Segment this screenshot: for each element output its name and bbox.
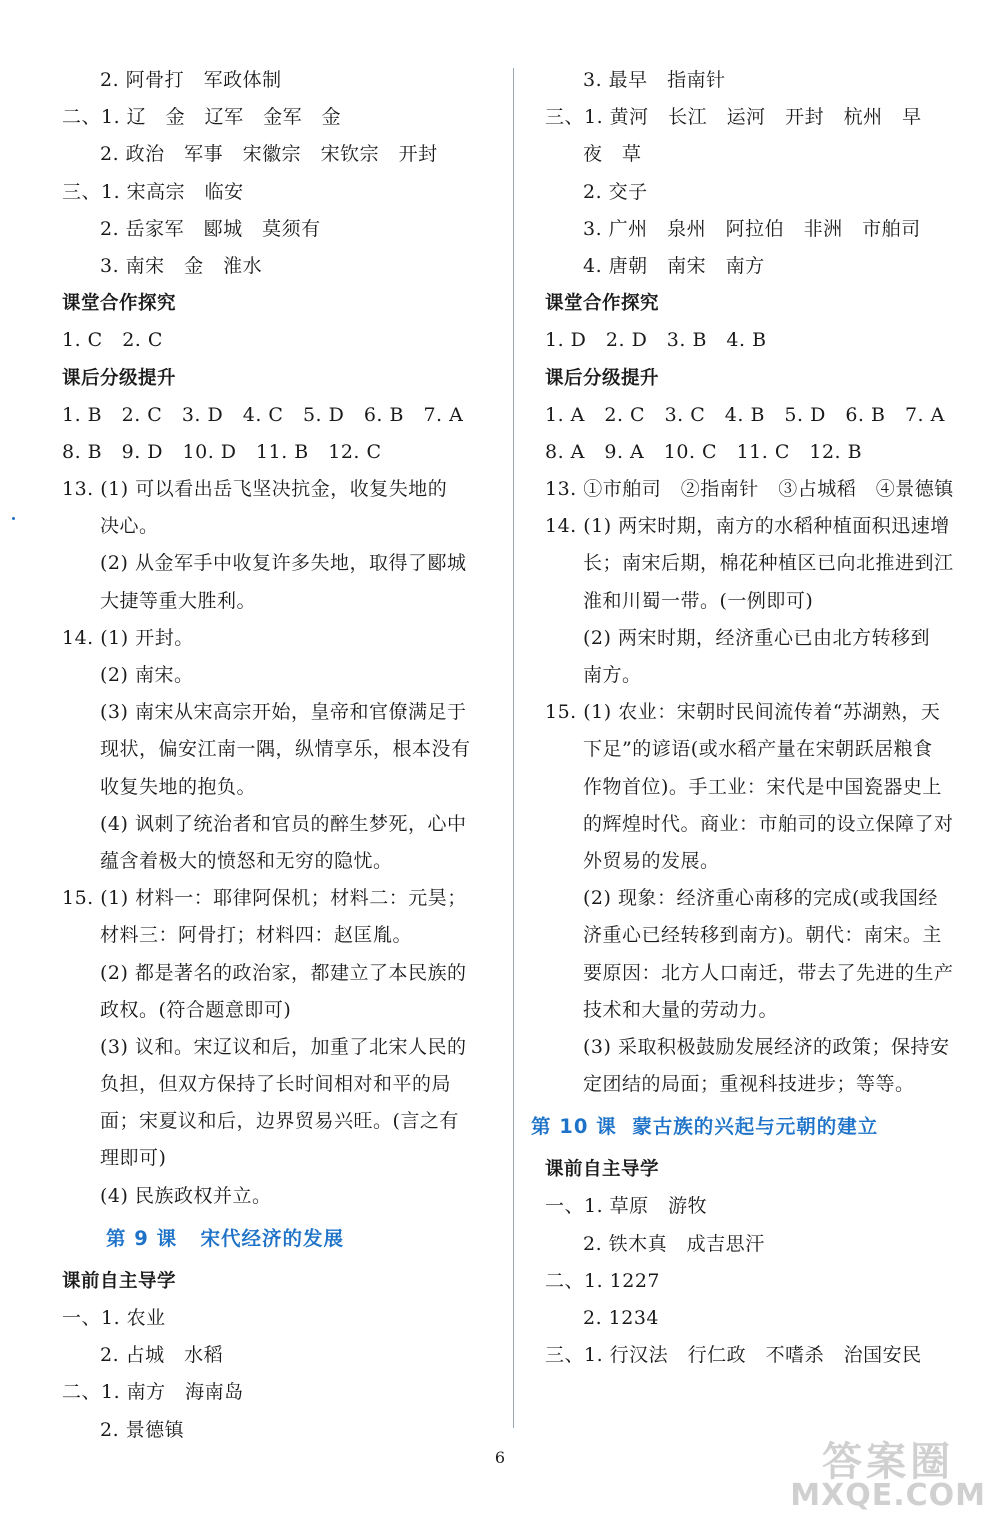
- answer-line: 要原因：北方人口南迁，带去了先进的生产: [583, 961, 954, 984]
- answer-line: 13. ①市舶司 ②指南针 ③占城稻 ④景德镇: [545, 478, 954, 501]
- answer-line: 面；宋夏议和后，边界贸易兴旺。(言之有: [100, 1110, 459, 1133]
- answer-line: 理即可): [100, 1147, 167, 1170]
- answer-line: 二、1. 南方 海南岛: [62, 1381, 244, 1404]
- answer-line: 三、1. 行汉法 行仁政 不嗜杀 治国安民: [545, 1344, 922, 1367]
- answer-line: 3. 南宋 金 淮水: [100, 254, 263, 277]
- answer-line: 南方。: [583, 664, 642, 686]
- answer-line: 14. (1) 两宋时期，南方的水稻种植面积迅速增: [545, 515, 950, 538]
- answer-line: 的辉煌时代。商业：市舶司的设立保障了对: [583, 812, 954, 835]
- answer-line: 2. 交子: [583, 180, 648, 203]
- answer-line: (2) 都是著名的政治家，都建立了本民族的: [100, 961, 467, 984]
- section-heading: 课堂合作探究: [545, 293, 660, 315]
- answer-line: 1. A 2. C 3. C 4. B 5. D 6. B 7. A: [545, 403, 945, 426]
- answer-line: (3) 议和。宋辽议和后，加重了北宋人民的: [100, 1035, 467, 1058]
- answer-line: (2) 从金军手中收复许多失地，取得了郾城: [100, 552, 467, 575]
- answer-line: 长；南宋后期，棉花种植区已向北推进到江: [583, 552, 954, 575]
- answer-line: 下足”的谚语(或水稻产量在宋朝跃居粮食: [583, 738, 933, 761]
- answer-line: 材料三：阿骨打；材料四：赵匡胤。: [100, 924, 413, 947]
- answer-line: 政权。(符合题意即可): [100, 998, 292, 1021]
- answer-line: 外贸易的发展。: [583, 849, 720, 872]
- answer-line: (2) 南宋。: [100, 664, 194, 686]
- answer-line: 2. 1234: [583, 1307, 660, 1329]
- answer-line: (3) 南宋从宋高宗开始，皇帝和官僚满足于: [100, 701, 467, 724]
- answer-line: 蕴含着极大的愤怒和无穷的隐忧。: [100, 849, 393, 872]
- answer-line: (3) 采取积极鼓励发展经济的政策；保持安: [583, 1035, 950, 1058]
- lesson-10-title: 蒙古族的兴起与元朝的建立: [632, 1115, 879, 1139]
- section-heading: 课堂合作探究: [62, 293, 177, 315]
- answer-line: 作物首位)。手工业：宋代是中国瓷器史上: [583, 775, 942, 798]
- left-column: [62, 62, 482, 1449]
- left-lesson9-lines: [62, 1263, 482, 1449]
- answer-line: 8. B 9. D 10. D 11. B 12. C: [62, 440, 382, 463]
- answer-line: 2. 占城 水稻: [100, 1344, 224, 1367]
- section-heading: 课前自主导学: [545, 1159, 660, 1181]
- watermark-logo: 答案圈: [822, 1439, 955, 1485]
- page-number: 6: [494, 1448, 506, 1467]
- right-column: [531, 62, 965, 1374]
- answer-line: 15. (1) 农业：宋朝时民间流传着“苏湖熟，天: [545, 701, 941, 724]
- answer-line: (4) 讽刺了统治者和官员的醉生梦死，心中: [100, 812, 467, 835]
- answer-line: 夜 草: [583, 143, 642, 166]
- answer-line: 大捷等重大胜利。: [100, 589, 257, 612]
- answer-line: 一、1. 农业: [62, 1307, 166, 1329]
- lesson-10-number: 第 10 课: [531, 1115, 617, 1139]
- answer-line: (2) 现象：经济重心南移的完成(或我国经: [583, 887, 938, 910]
- answer-line: 2. 岳家军 郾城 莫须有: [100, 217, 321, 240]
- margin-dot: [12, 517, 15, 520]
- answer-line: (2) 两宋时期，经济重心已由北方转移到: [583, 626, 930, 649]
- answer-line: 13. (1) 可以看出岳飞坚决抗金，收复失地的: [62, 478, 448, 501]
- answer-line: 二、1. 1227: [545, 1269, 661, 1292]
- answer-line: 淮和川蜀一带。(一例即可): [583, 589, 814, 612]
- answer-line: 2. 铁木真 成吉思汗: [583, 1232, 765, 1255]
- answer-line: 1. B 2. C 3. D 4. C 5. D 6. B 7. A: [62, 403, 464, 426]
- answer-line: 收复失地的抱负。: [100, 775, 257, 798]
- answer-line: 三、1. 宋高宗 临安: [62, 180, 244, 203]
- answer-line: 3. 广州 泉州 阿拉伯 非洲 市舶司: [583, 217, 921, 240]
- answer-line: 决心。: [100, 515, 159, 538]
- lesson-9-number: 第 9 课: [106, 1226, 178, 1250]
- answer-line: 2. 阿骨打 军政体制: [100, 69, 282, 91]
- answer-line: 负担，但双方保持了长时间相对和平的局: [100, 1073, 452, 1096]
- answer-line: 一、1. 草原 游牧: [545, 1195, 708, 1218]
- answer-line: 技术和大量的劳动力。: [583, 998, 779, 1021]
- answer-line: 1. C 2. C: [62, 329, 163, 352]
- section-heading: 课后分级提升: [62, 367, 177, 389]
- lesson-9-heading: [62, 1215, 482, 1263]
- right-answer-lines: [545, 62, 965, 1103]
- watermark-site: MXQE.COM: [790, 1478, 986, 1513]
- answer-line: 济重心已经转移到南方)。朝代：南宋。主: [583, 924, 942, 947]
- answer-line: 二、1. 辽 金 辽军 金军 金: [62, 106, 342, 129]
- answer-line: 8. A 9. A 10. C 11. C 12. B: [545, 440, 863, 463]
- lesson-10-heading: [531, 1103, 965, 1151]
- answer-line: 1. D 2. D 3. B 4. B: [545, 329, 767, 352]
- left-answer-lines: [62, 62, 482, 1215]
- answer-line: (4) 民族政权并立。: [100, 1184, 272, 1207]
- answer-line: 4. 唐朝 南宋 南方: [583, 254, 765, 277]
- answer-line: 3. 最早 指南针: [583, 69, 726, 91]
- section-heading: 课前自主导学: [62, 1270, 177, 1292]
- answer-line: 15. (1) 材料一：耶律阿保机；材料二：元昊；: [62, 887, 467, 910]
- answer-line: 2. 景德镇: [100, 1418, 185, 1441]
- section-heading: 课后分级提升: [545, 367, 660, 389]
- answer-line: 14. (1) 开封。: [62, 626, 194, 649]
- lesson-9-title: 宋代经济的发展: [200, 1226, 345, 1250]
- answer-line: 2. 政治 军事 宋徽宗 宋钦宗 开封: [100, 143, 438, 166]
- answer-line: 现状，偏安江南一隅，纵情享乐，根本没有: [100, 738, 471, 761]
- right-lesson10-lines: [545, 1151, 965, 1374]
- column-divider: [513, 68, 514, 1428]
- watermark: [790, 1439, 986, 1513]
- answer-line: 定团结的局面；重视科技进步；等等。: [583, 1073, 915, 1096]
- answer-line: 三、1. 黄河 长江 运河 开封 杭州 早: [545, 106, 922, 129]
